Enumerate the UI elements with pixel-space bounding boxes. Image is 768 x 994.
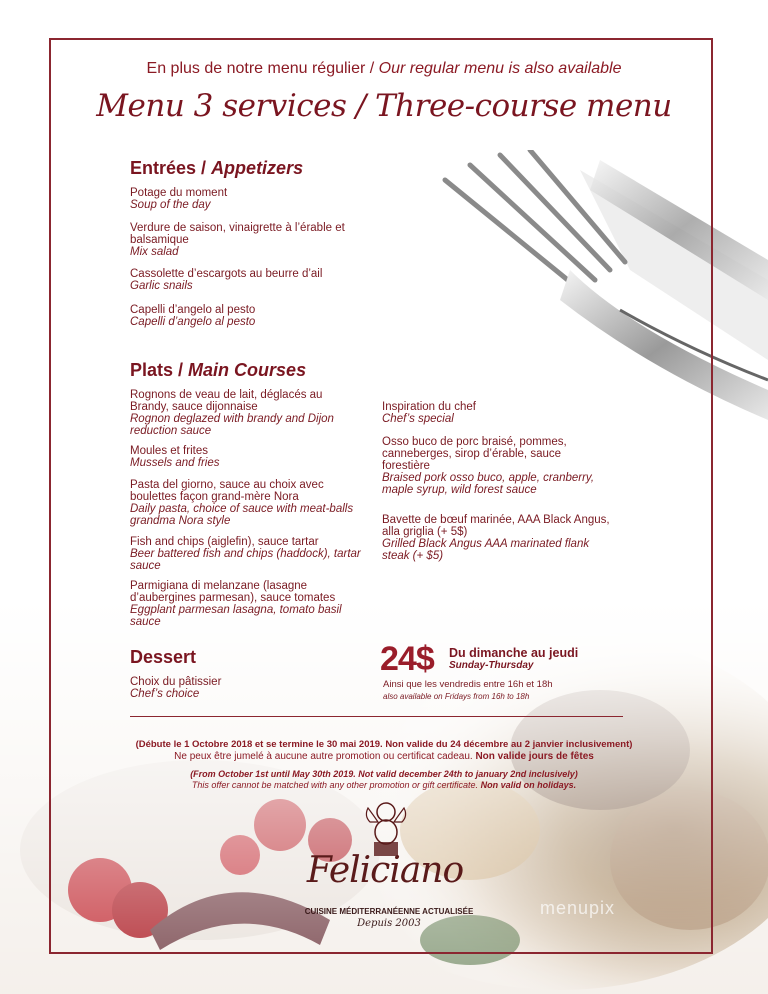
item-fr: Parmigiana di melanzane (lasagne d’aubergines parmesan), sauce tomates <box>130 580 336 604</box>
item-fr: Choix du pâtissier <box>130 676 222 688</box>
menu-item <box>130 222 360 258</box>
menu-item <box>130 304 360 328</box>
page-title: Menu 3 services / Three-course menu <box>96 88 672 124</box>
menu-item <box>382 401 612 425</box>
item-fr: Bavette de bœuf marinée, AAA Black Angus, alla griglia (+ 5$) <box>382 514 610 538</box>
mains-heading <box>130 360 306 381</box>
terms-fr-line2-bold: Non valide jours de fêtes <box>475 751 594 762</box>
mains-heading-fr: Plats / <box>130 360 184 380</box>
brand-tagline: CUISINE MÉDITERRANÉENNE ACTUALISÉE <box>304 907 474 916</box>
offer-days-fr: Du dimanche au jeudi <box>449 646 579 660</box>
offer-days-en: Sunday-Thursday <box>449 660 534 671</box>
menu-item <box>130 389 362 437</box>
item-fr: Potage du moment <box>130 187 228 199</box>
item-en: Grilled Black Angus AAA marinated flank steak (+ $5) <box>382 538 590 562</box>
item-en: Braised pork osso buco, apple, cranberry, maple syrup, wild forest sauce <box>382 472 595 496</box>
terms-en-line2-bold: Non valid on holidays. <box>480 780 577 790</box>
item-en: Eggplant parmesan lasagna, tomato basil sauce <box>130 604 342 628</box>
watermark: menupix <box>540 898 616 918</box>
brand-name: Feliciano <box>306 850 464 891</box>
offer-friday-fr: Ainsi que les vendredis entre 16h et 18h <box>383 679 553 690</box>
dessert-heading: Dessert <box>130 647 197 667</box>
item-en: Mix salad <box>130 246 179 258</box>
item-fr: Verdure de saison, vinaigrette à l’érable et balsamique <box>130 222 345 246</box>
item-en: Beer battered fish and chips (haddock), tartar sauce <box>130 548 361 572</box>
appetizers-heading-fr: Entrées / <box>130 158 207 178</box>
item-en: Soup of the day <box>130 199 211 211</box>
item-en: Rognon deglazed with brandy and Dijon reduction sauce <box>130 413 334 437</box>
intro-fr: En plus de notre menu régulier / <box>146 60 375 77</box>
item-fr: Inspiration du chef <box>382 401 476 413</box>
terms-en-line2-text: This offer cannot be matched with any other promotion or gift certificate. <box>191 780 479 790</box>
item-fr: Pasta del giorno, sauce au choix avec boulettes façon grand-mère Nora <box>130 479 324 503</box>
terms-fr-line1: (Débute le 1 Octobre 2018 et se termine le 30 mai 2019. Non valide du 24 décembre au 2 janvier inclusivement) <box>135 739 633 750</box>
item-en: Mussels and fries <box>130 457 220 469</box>
intro-line <box>0 60 768 78</box>
menu-item <box>130 445 362 469</box>
menu-item <box>130 268 380 292</box>
mains-heading-en: Main Courses <box>188 360 307 380</box>
item-fr: Capelli d’angelo al pesto <box>130 304 256 316</box>
item-fr: Osso buco de porc braisé, pommes, canneberges, sirop d’érable, sauce forestière <box>382 436 567 472</box>
terms-fr-line2 <box>60 751 708 762</box>
item-en: Capelli d’angelo al pesto <box>130 316 256 328</box>
appetizers-heading-en: Appetizers <box>211 158 304 178</box>
terms-en-line1: (From October 1st until May 30th 2019. Not valid december 24th to january 2nd inclusively) <box>190 769 578 779</box>
menu-item <box>130 479 362 527</box>
menu-item <box>382 436 612 496</box>
item-fr: Rognons de veau de lait, déglacés au Brandy, sauce dijonnaise <box>130 389 323 413</box>
item-fr: Cassolette d’escargots au beurre d’ail <box>130 268 323 280</box>
item-en: Chef’s special <box>382 413 454 425</box>
terms-en-line2 <box>60 780 708 790</box>
offer-friday-en: also available on Fridays from 16h to 18h <box>383 692 530 701</box>
item-fr: Moules et frites <box>130 445 208 457</box>
menu-item <box>382 514 612 562</box>
menu-item <box>130 536 362 572</box>
divider <box>130 716 623 717</box>
item-en: Chef’s choice <box>130 688 200 700</box>
item-en: Garlic snails <box>130 280 193 292</box>
price: 24$ <box>380 640 434 678</box>
intro-en: Our regular menu is also available <box>378 60 622 77</box>
menu-item <box>130 580 362 628</box>
brand-since: Depuis 2003 <box>357 918 421 929</box>
menu-item <box>130 676 330 700</box>
appetizers-heading <box>130 158 303 179</box>
terms-fr-line2-text: Ne peux être jumelé à aucune autre promotion ou certificat cadeau. <box>174 751 473 762</box>
item-fr: Fish and chips (aiglefin), sauce tartar <box>130 536 319 548</box>
item-en: Daily pasta, choice of sauce with meat-balls grandma Nora style <box>130 503 354 527</box>
menu-item <box>130 187 360 211</box>
